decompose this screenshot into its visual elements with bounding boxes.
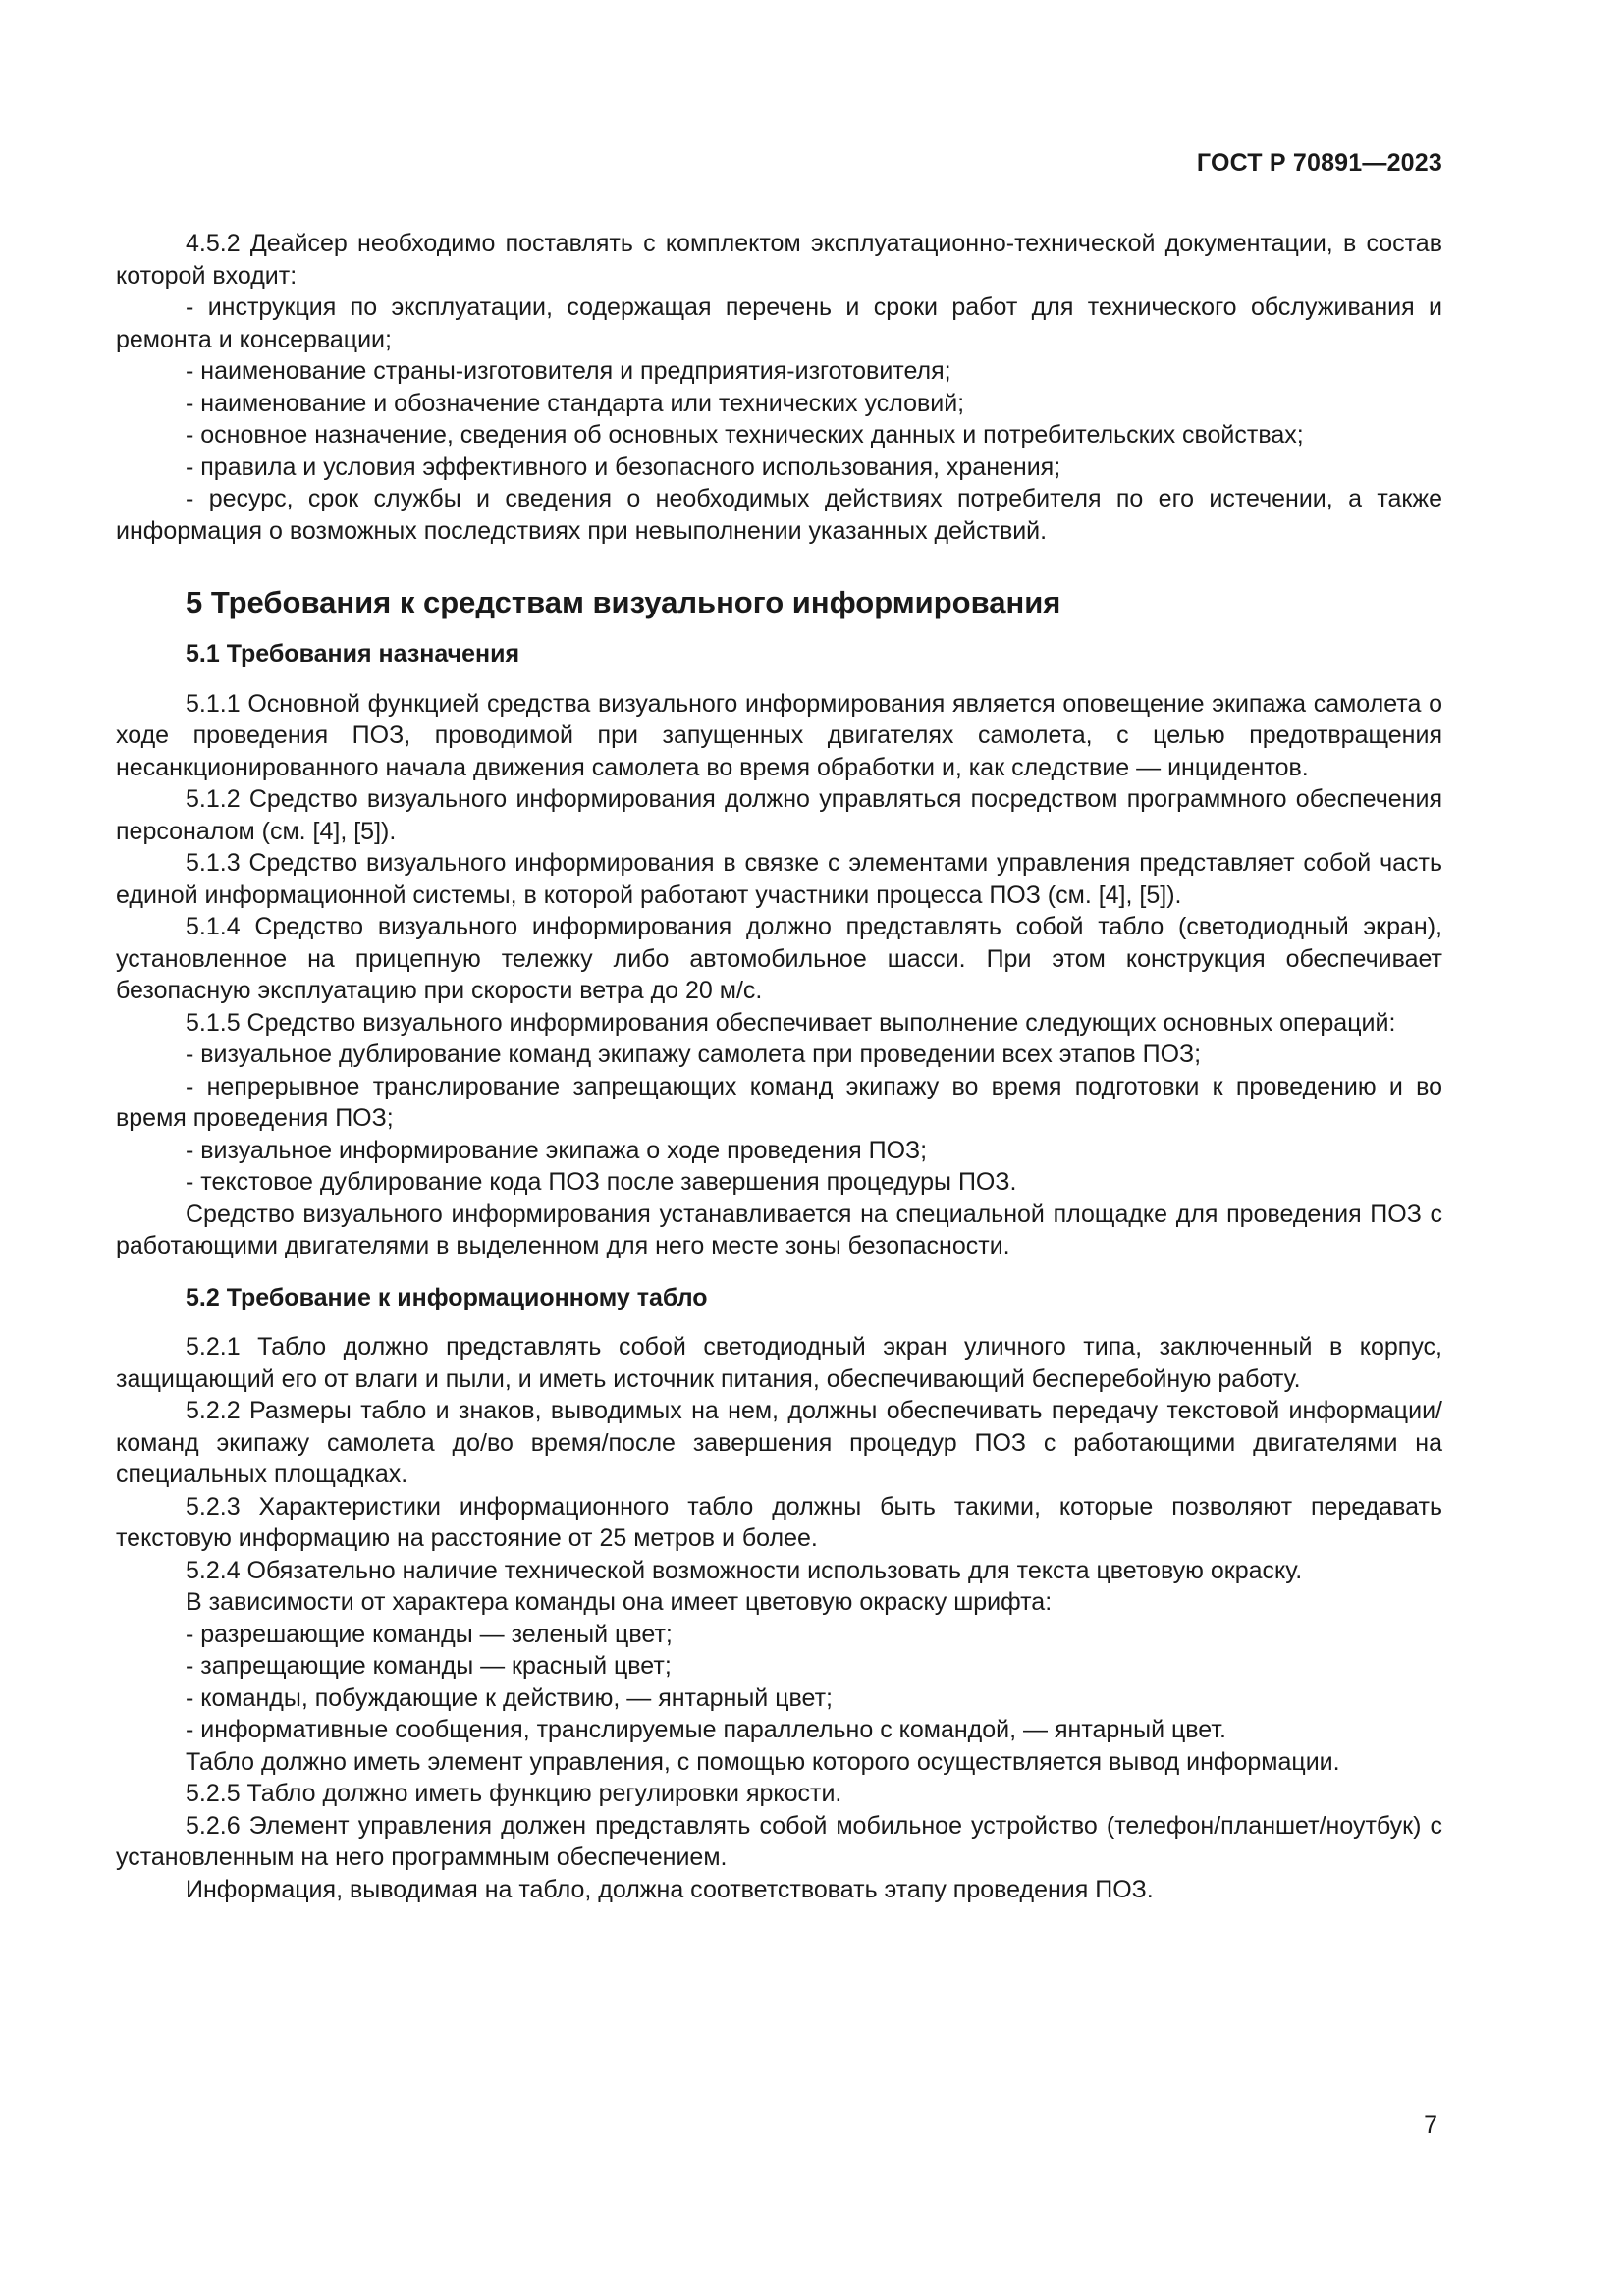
list-item: - запрещающие команды — красный цвет;	[186, 1652, 672, 1680]
section-5-heading: 5 Требования к средствам визуального информирования	[186, 585, 1061, 619]
list-item: - наименование страны-изготовителя и предприятия-изготовителя;	[186, 357, 951, 385]
subsection-5-2-body	[116, 1331, 1442, 1905]
list-item: - наименование и обозначение стандарта или технических условий;	[186, 389, 965, 417]
paragraph-5-2-4: 5.2.4 Обязательно наличие технической возможности использовать для текста цветовую окраску.	[186, 1556, 1303, 1584]
list-item: - правила и условия эффективного и безопасного использования, хранения;	[186, 453, 1061, 481]
list-item: - команды, побуждающие к действию, — янтарный цвет;	[186, 1683, 833, 1712]
paragraph-5-1-1: 5.1.1 Основной функцией средства визуального информирования является оповещение экипажа самолета о ходе проведения ПОЗ, проводимой при запущенных двигателях самолета, с целью предотвращения несанкционированного начала движения самолета во время обработки и, как следствие — инцидентов.	[116, 689, 1442, 781]
subsection-5-1-heading: 5.1 Требования назначения	[186, 640, 520, 667]
list-item: - визуальное информирование экипажа о ходе проведения ПОЗ;	[186, 1136, 928, 1164]
page-number: 7	[1424, 2111, 1437, 2139]
paragraph-5-1-4: 5.1.4 Средство визуального информирования должно представлять собой табло (светодиодный экран), установленное на прицепную тележку либо автомобильное шасси. При этом конструкция обеспечивает безопасную эксплуатацию при скорости ветра до 20 м/с.	[116, 913, 1442, 1004]
paragraph: В зависимости от характера команды она имеет цветовую окраску шрифта:	[186, 1588, 1053, 1616]
paragraph-5-1-5: 5.1.5 Средство визуального информирования обеспечивает выполнение следующих основных операций:	[186, 1008, 1396, 1037]
list-item: - информативные сообщения, транслируемые параллельно с командой, — янтарный цвет.	[186, 1716, 1226, 1743]
paragraph: Табло должно иметь элемент управления, с помощью которого осуществляется вывод информации.	[186, 1747, 1340, 1776]
intro-section	[116, 228, 1442, 547]
paragraph-5-2-2: 5.2.2 Размеры табло и знаков, выводимых на нем, должны обеспечивать передачу текстовой информации/команд экипажу самолета до/во время/после завершения процедур ПОЗ с работающими двигателями на специальных площадках.	[116, 1397, 1442, 1488]
paragraph-5-2-6: 5.2.6 Элемент управления должен представлять собой мобильное устройство (телефон/планшет/ноутбук) с установленным на него программным обеспечением.	[116, 1811, 1442, 1871]
paragraph-5-2-5: 5.2.5 Табло должно иметь функцию регулировки яркости.	[186, 1780, 842, 1807]
paragraph-4-5-2: 4.5.2 Деайсер необходимо поставлять с комплектом эксплуатационно-технической документации, в состав которой входит:	[116, 230, 1442, 290]
document-header: ГОСТ Р 70891—2023	[1196, 149, 1442, 177]
list-item: - разрешающие команды — зеленый цвет;	[186, 1620, 673, 1648]
list-item: - ресурс, срок службы и сведения о необходимых действиях потребителя по его истечении, а также информация о возможных последствиях при невыполнении указанных действий.	[116, 485, 1442, 545]
paragraph-5-2-1: 5.2.1 Табло должно представлять собой светодиодный экран уличного типа, заключенный в корпус, защищающий его от влаги и пыли, и иметь источник питания, обеспечивающий бесперебойную работу.	[116, 1333, 1442, 1393]
page-content	[116, 228, 1442, 1905]
list-item: - инструкция по эксплуатации, содержащая перечень и сроки работ для технического обслуживания и ремонта и консервации;	[116, 294, 1442, 353]
list-item: - текстовое дублирование кода ПОЗ после завершения процедуры ПОЗ.	[186, 1168, 1017, 1196]
subsection-5-2-heading: 5.2 Требование к информационному табло	[186, 1283, 708, 1311]
paragraph-5-2-3: 5.2.3 Характеристики информационного табло должны быть такими, которые позволяют передавать текстовую информацию на расстояние от 25 метров и более.	[116, 1492, 1442, 1552]
list-item: - непрерывное транслирование запрещающих команд экипажу во время подготовки к проведению и во время проведения ПОЗ;	[116, 1072, 1442, 1132]
paragraph: Средство визуального информирования устанавливается на специальной площадке для проведения ПОЗ с работающими двигателями в выделенном для него месте зоны безопасности.	[116, 1200, 1442, 1259]
paragraph-5-1-2: 5.1.2 Средство визуального информирования должно управляться посредством программного обеспечения персоналом (см. [4], [5]).	[116, 785, 1442, 845]
paragraph: Информация, выводимая на табло, должна соответствовать этапу проведения ПОЗ.	[186, 1875, 1154, 1903]
list-item: - основное назначение, сведения об основных технических данных и потребительских свойствах;	[186, 421, 1304, 449]
list-item: - визуальное дублирование команд экипажу самолета при проведении всех этапов ПОЗ;	[186, 1041, 1202, 1068]
subsection-5-1-body	[116, 688, 1442, 1262]
paragraph-5-1-3: 5.1.3 Средство визуального информирования в связке с элементами управления представляет собой часть единой информационной системы, в которой работают участники процесса ПОЗ (см. [4], [5]).	[116, 849, 1442, 909]
